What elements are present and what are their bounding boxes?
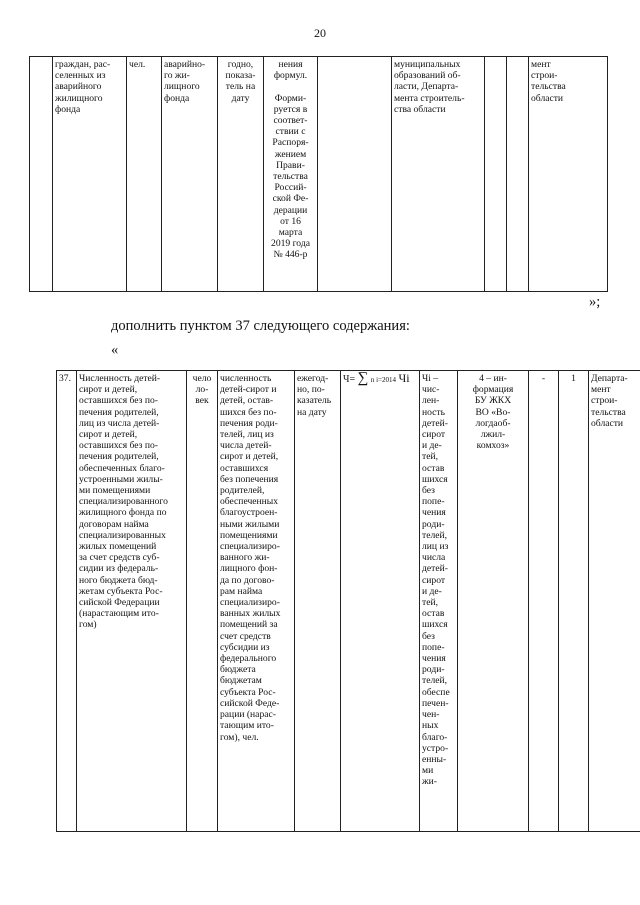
formula-sum-sign: ∑ [357,370,369,386]
cell-number: 37. [57,371,77,832]
cell-col9: 1 [559,371,589,832]
cell-formula-notes: нения формул. Форми- руется в соответ- ствии с Распоря- жением Прави- тельства Россий- ской Фе- дерации от 16 марта 2019 года № 446-р [264,57,318,292]
cell-empty [485,57,507,292]
formula-lhs: Ч= [343,374,356,385]
cell-col8: - [529,371,559,832]
cell-unit: чело ло- век [187,371,218,832]
formula-limits: n i=2014 [370,376,396,384]
cell-definition: численность детей-сирот и детей, остав- шихся без по- печения роди- телей, лиц из числа детей- сирот и детей, оставшихся без попечения родителей, обеспеченных благоустроен- ными жилыми помещениями специализиро- ванного жи- лищного фон- да по догово- рам найма специализиро- ванных жилых помещений за счет средств субсидии из федерального бюджета бюджетам субъекта Рос- сийской Феде- рации (нарас- тающим ито- гом), чел. [218,371,295,832]
cell-periodicity: ежегод- но, по- казатель на дату [295,371,341,832]
formula-term: Чi [398,371,410,385]
cell-responsible: Департа- мент строи- тельства области [589,371,640,832]
cell-responsible: мент строи- тельства области [529,57,608,292]
cell-unit: чел. [127,57,162,292]
page-number: 20 [314,26,326,40]
amendment-text: дополнить пунктом 37 следующего содержания: [111,318,410,334]
cell-symbol-description: Чi – чис- лен- ность детей- сирот и де- тей, остав шихся без попе- чения роди- телей, лиц из числа детей- сирот и де- тей, остав шихся без попе- чения роди- телей, обеспе печен- чен- ных благо- устро- енны- ми жи- [420,371,458,832]
cell-number [30,57,53,292]
cell-empty [507,57,529,292]
cell-indicator: Численность детей- сирот и детей, оставшихся без по- печения родителей, лиц из числа детей- сирот и детей, оставшихся без по- печения родителей, обеспеченных благо- устроенными жилы- ми помещениями специализированного жилищного фонда по договорам найма специализированных жилых помещений за счет средств суб- сидии из федераль- ного бюджета бюд- жетам субъекта Рос- сийской Федерации (нарастающим ито- гом) [77,371,187,832]
cell-source: муниципальных образований об- ласти, Департа- мента строитель- ства области [392,57,485,292]
cell-indicator: граждан, рас- селенных из аварийного жилищного фонда [53,57,127,292]
table-previous-section [29,56,608,292]
closing-quote: »; [589,294,601,310]
cell-definition: аварийно- го жи- лищного фонда [162,57,218,292]
cell-periodicity: годно, показа- тель на дату [218,57,264,292]
table-new-item [56,370,640,832]
table-row [57,371,640,832]
cell-source: 4 – ин- формация БУ ЖКХ ВО «Во- логдаоб- лжил- комхоз» [458,371,529,832]
cell-formula [341,371,420,832]
opening-quote: « [111,342,119,358]
table-row [30,57,608,292]
cell-empty [318,57,392,292]
